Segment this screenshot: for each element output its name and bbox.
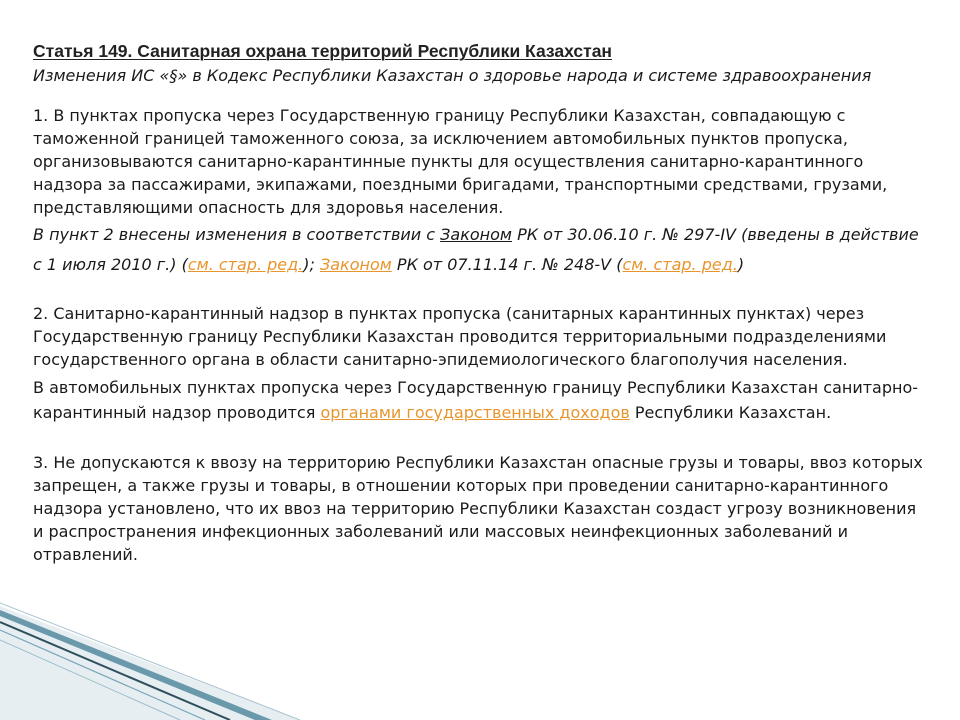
law-link-2010[interactable]: Законом xyxy=(440,225,512,244)
note-text-5: ) xyxy=(737,255,745,274)
article-subtitle: Изменения ИС «§» в Кодекс Республики Казахстан о здоровье народа и системе здравоохранения xyxy=(33,66,872,85)
paragraph-2-sub xyxy=(33,375,928,425)
revenue-agencies-link[interactable]: органами государственных доходов xyxy=(320,403,630,422)
amendment-note xyxy=(33,220,928,280)
note-text-3: ); xyxy=(303,255,320,274)
paragraph-1: 1. В пунктах пропуска через Государственную границу Республики Казахстан, совпадающую с таможенной границей таможенного союза, за исключением автомобильных пунктов пропуска, организовываются санитарно-карантинные пункты для осуществления санитарно-карантинного надзора за пассажирами, экипажами, поездными бригадами, транспортными средствами, грузами, представляющими опасность для здоровья населения. xyxy=(33,106,888,217)
sub-text-2: Республики Казахстан. xyxy=(629,403,832,422)
law-link-2014[interactable]: Законом xyxy=(319,255,392,274)
note-text-4: РК от 07.11.14 г. № 248-V ( xyxy=(391,255,623,274)
paragraph-3: 3. Не допускаются к ввозу на территорию Республики Казахстан опасные грузы и товары, ввоз которых запрещен, а также грузы и товары, в отношении которых при проведении санитарно-карантинного надзора установлено, что их ввоз на территорию Республики Казахстан создаст угрозу возникновения и распространения инфекционных заболеваний или массовых неинфекционных заболеваний и отравлений. xyxy=(33,453,923,564)
old-edition-link-1[interactable]: см. стар. ред. xyxy=(187,255,304,274)
article-content xyxy=(33,40,928,566)
old-edition-link-2[interactable]: см. стар. ред. xyxy=(622,255,738,274)
paragraph-2: 2. Санитарно-карантинный надзор в пунктах пропуска (санитарных карантинных пунктах) через Государственную границу Республики Казахстан проводится территориальными подразделениями государственного органа в области санитарно-эпидемиологического благополучия населения. xyxy=(33,304,887,369)
note-text-2: РК от 30.06.10 г. № 297-IV (введены в действие с 1 июля 2010 г.) ( xyxy=(33,225,919,274)
sub-text-1: В автомобильных пунктах пропуска через Государственную границу Республики Казахстан санитарно-карантинный надзор проводится xyxy=(33,378,919,422)
article-title: Статья 149. Санитарная охрана территорий Республики Казахстан xyxy=(33,41,613,61)
note-text-1: В пункт 2 внесены изменения в соответствии с xyxy=(33,225,441,244)
